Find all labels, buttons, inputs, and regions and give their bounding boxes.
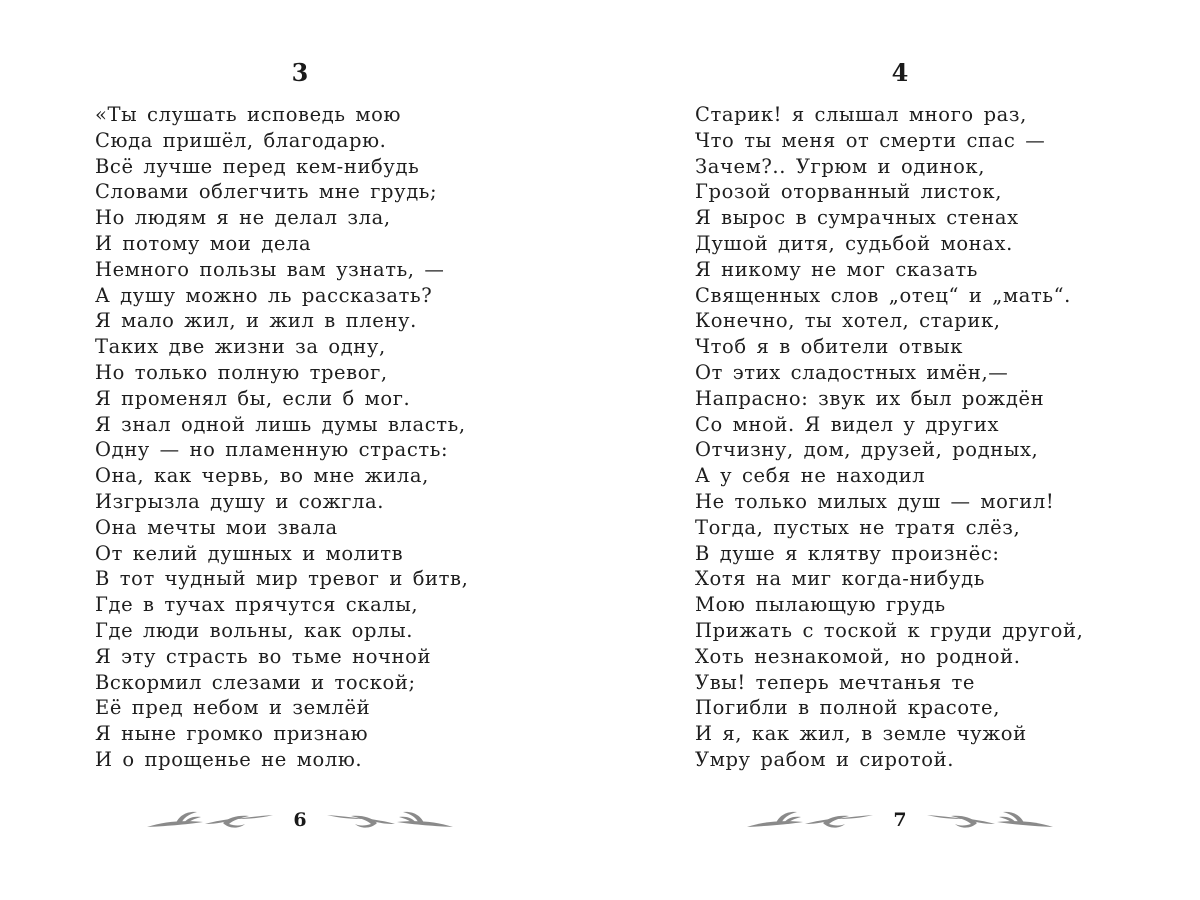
- verse-line: И я, как жил, в земле чужой: [695, 722, 1027, 746]
- verse-line: В тот чудный мир тревог и битв,: [95, 567, 469, 591]
- verse-line: Тогда, пустых не тратя слёз,: [695, 515, 1021, 539]
- verse-line: Но людям я не делал зла,: [95, 206, 391, 230]
- verse-line: В душе я клятву произнёс:: [695, 541, 1000, 565]
- verse-line: Погибли в полной красоте,: [695, 696, 1000, 720]
- verse-line: Священных слов „отец“ и „мать“.: [695, 283, 1071, 307]
- right-page: [600, 0, 1200, 900]
- page-number: 6: [293, 809, 307, 831]
- verse-line: Хотя на миг когда-нибудь: [695, 567, 985, 591]
- verse-line: Душой дитя, судьбой монах.: [695, 231, 1013, 255]
- verse-line: Я променял бы, если б мог.: [95, 386, 411, 410]
- verse-line: Она, как червь, во мне жила,: [95, 464, 429, 488]
- section-number: 3: [291, 58, 309, 87]
- verse-line: И о прощенье не молю.: [95, 747, 363, 771]
- verse-line: Мою пылающую грудь: [695, 593, 946, 617]
- verse-line: Сюда пришёл, благодарю.: [95, 128, 387, 152]
- page-footer: [600, 805, 1200, 835]
- flourish-left-icon: [745, 807, 875, 833]
- section-number: 4: [891, 58, 909, 87]
- verse-line: Не только милых душ — могил!: [695, 489, 1055, 513]
- verse-line: Вскормил слезами и тоской;: [95, 670, 416, 694]
- page-footer: [0, 805, 600, 835]
- verse-line: А душу можно ль рассказать?: [95, 283, 433, 307]
- verse-line: Прижать с тоской к груди другой,: [695, 618, 1084, 642]
- verse-line: «Ты слушать исповедь мою: [95, 103, 402, 126]
- verse-line: Изгрызла душу и сожгла.: [95, 489, 385, 513]
- verse-line: Старик! я слышал много раз,: [695, 103, 1027, 126]
- verse-line: Грозой оторванный листок,: [695, 180, 1002, 204]
- verse-text: [95, 102, 468, 773]
- verse-line: Всё лучше перед кем-нибудь: [95, 154, 420, 178]
- verse-line: Я вырос в сумрачных стенах: [695, 206, 1019, 230]
- verse-line: Конечно, ты хотел, старик,: [695, 309, 1001, 333]
- page-number: 7: [893, 809, 907, 831]
- flourish-right-icon: [325, 807, 455, 833]
- verse-line: Она мечты мои звала: [95, 515, 338, 539]
- verse-line: Таких две жизни за одну,: [95, 335, 386, 359]
- verse-line: Немного пользы вам узнать, —: [95, 257, 445, 281]
- verse-line: Я знал одной лишь думы власть,: [95, 412, 466, 436]
- verse-line: От этих сладостных имён,—: [695, 360, 1009, 384]
- flourish-left-icon: [145, 807, 275, 833]
- verse-line: Хоть незнакомой, но родной.: [695, 644, 1021, 668]
- verse-line: Чтоб я в обители отвык: [695, 335, 964, 359]
- verse-line: Словами облегчить мне грудь;: [95, 180, 438, 204]
- verse-line: Её пред небом и землёй: [95, 696, 371, 720]
- verse-line: Я ныне громко признаю: [95, 722, 369, 746]
- verse-line: Я мало жил, и жил в плену.: [95, 309, 417, 333]
- verse-line: Я никому не мог сказать: [695, 257, 978, 281]
- verse-line: Одну — но пламенную страсть:: [95, 438, 449, 462]
- verse-line: Со мной. Я видел у других: [695, 412, 1000, 436]
- flourish-right-icon: [925, 807, 1055, 833]
- verse-text: [695, 102, 1083, 773]
- verse-line: А у себя не находил: [695, 464, 926, 488]
- verse-line: И потому мои дела: [95, 231, 312, 255]
- verse-line: От келий душных и молитв: [95, 541, 404, 565]
- verse-line: Умру рабом и сиротой.: [695, 747, 955, 771]
- verse-line: Что ты меня от смерти спас —: [695, 128, 1046, 152]
- verse-line: Но только полную тревог,: [95, 360, 388, 384]
- verse-line: Напрасно: звук их был рождён: [695, 386, 1045, 410]
- verse-line: Увы! теперь мечтанья те: [695, 670, 976, 694]
- verse-line: Зачем?.. Угрюм и одинок,: [695, 154, 986, 178]
- verse-line: Отчизну, дом, друзей, родных,: [695, 438, 1039, 462]
- verse-line: Где в тучах прячутся скалы,: [95, 593, 419, 617]
- verse-line: Я эту страсть во тьме ночной: [95, 644, 432, 668]
- verse-line: Где люди вольны, как орлы.: [95, 618, 413, 642]
